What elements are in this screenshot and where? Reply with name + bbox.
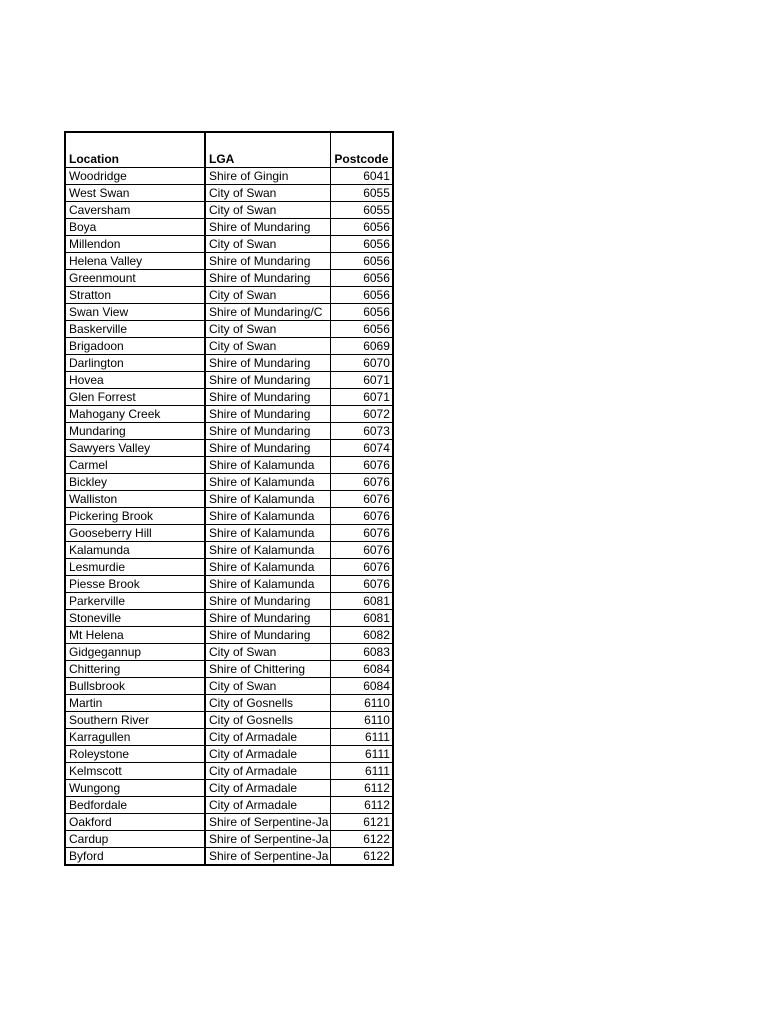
cell-location: Mahogany Creek xyxy=(65,405,205,422)
table-row xyxy=(65,609,393,626)
cell-location: Piesse Brook xyxy=(65,575,205,592)
cell-lga: Shire of Mundaring xyxy=(205,371,331,388)
cell-lga: Shire of Mundaring xyxy=(205,218,331,235)
cell-postcode: 6081 xyxy=(331,609,393,626)
cell-lga: City of Swan xyxy=(205,286,331,303)
cell-location: Boya xyxy=(65,218,205,235)
cell-location: Karragullen xyxy=(65,728,205,745)
header-postcode: Postcode xyxy=(331,132,393,167)
cell-location: Lesmurdie xyxy=(65,558,205,575)
cell-location: Oakford xyxy=(65,813,205,830)
cell-location: Greenmount xyxy=(65,269,205,286)
cell-location: Walliston xyxy=(65,490,205,507)
cell-postcode: 6112 xyxy=(331,779,393,796)
cell-postcode: 6070 xyxy=(331,354,393,371)
cell-location: Wungong xyxy=(65,779,205,796)
table-row xyxy=(65,507,393,524)
cell-postcode: 6110 xyxy=(331,694,393,711)
cell-location: Mt Helena xyxy=(65,626,205,643)
cell-location: Swan View xyxy=(65,303,205,320)
table-row xyxy=(65,286,393,303)
cell-lga: City of Swan xyxy=(205,337,331,354)
cell-lga: Shire of Serpentine-Ja xyxy=(205,813,331,830)
cell-location: Gidgegannup xyxy=(65,643,205,660)
cell-postcode: 6071 xyxy=(331,388,393,405)
cell-lga: Shire of Serpentine-Ja xyxy=(205,830,331,847)
cell-postcode: 6083 xyxy=(331,643,393,660)
cell-location: Bickley xyxy=(65,473,205,490)
cell-lga: Shire of Mundaring xyxy=(205,405,331,422)
table-row xyxy=(65,388,393,405)
cell-lga: Shire of Mundaring xyxy=(205,609,331,626)
cell-location: Millendon xyxy=(65,235,205,252)
spreadsheet-table-container xyxy=(64,131,394,866)
cell-lga: Shire of Mundaring xyxy=(205,626,331,643)
cell-lga: City of Armadale xyxy=(205,762,331,779)
cell-location: Pickering Brook xyxy=(65,507,205,524)
cell-postcode: 6071 xyxy=(331,371,393,388)
cell-lga: Shire of Kalamunda xyxy=(205,558,331,575)
cell-location: Cardup xyxy=(65,830,205,847)
header-lga: LGA xyxy=(205,132,331,167)
cell-postcode: 6076 xyxy=(331,456,393,473)
table-row xyxy=(65,473,393,490)
table-row xyxy=(65,626,393,643)
cell-lga: Shire of Mundaring xyxy=(205,439,331,456)
cell-lga: Shire of Mundaring xyxy=(205,422,331,439)
table-row xyxy=(65,524,393,541)
table-row xyxy=(65,184,393,201)
table-row xyxy=(65,830,393,847)
cell-location: Stratton xyxy=(65,286,205,303)
cell-location: Caversham xyxy=(65,201,205,218)
cell-postcode: 6056 xyxy=(331,303,393,320)
table-row xyxy=(65,269,393,286)
cell-lga: Shire of Mundaring xyxy=(205,354,331,371)
cell-location: Sawyers Valley xyxy=(65,439,205,456)
cell-postcode: 6076 xyxy=(331,541,393,558)
cell-postcode: 6076 xyxy=(331,507,393,524)
cell-lga: Shire of Mundaring xyxy=(205,252,331,269)
cell-lga: Shire of Mundaring xyxy=(205,388,331,405)
table-row xyxy=(65,694,393,711)
cell-postcode: 6056 xyxy=(331,252,393,269)
table-row xyxy=(65,354,393,371)
cell-postcode: 6081 xyxy=(331,592,393,609)
cell-lga: Shire of Serpentine-Ja xyxy=(205,847,331,865)
cell-lga: Shire of Kalamunda xyxy=(205,575,331,592)
cell-lga: Shire of Kalamunda xyxy=(205,490,331,507)
table-row xyxy=(65,490,393,507)
cell-lga: City of Armadale xyxy=(205,745,331,762)
cell-lga: Shire of Mundaring/C xyxy=(205,303,331,320)
cell-lga: City of Gosnells xyxy=(205,711,331,728)
cell-postcode: 6069 xyxy=(331,337,393,354)
cell-lga: City of Swan xyxy=(205,320,331,337)
cell-postcode: 6076 xyxy=(331,575,393,592)
cell-location: Chittering xyxy=(65,660,205,677)
cell-lga: Shire of Gingin xyxy=(205,167,331,184)
cell-location: Baskerville xyxy=(65,320,205,337)
cell-lga: Shire of Kalamunda xyxy=(205,507,331,524)
cell-postcode: 6076 xyxy=(331,490,393,507)
cell-postcode: 6056 xyxy=(331,218,393,235)
table-row xyxy=(65,303,393,320)
cell-location: Stoneville xyxy=(65,609,205,626)
table-row xyxy=(65,541,393,558)
cell-location: Helena Valley xyxy=(65,252,205,269)
cell-postcode: 6122 xyxy=(331,830,393,847)
header-row xyxy=(65,132,393,167)
cell-postcode: 6084 xyxy=(331,677,393,694)
table-row xyxy=(65,847,393,865)
table-row xyxy=(65,371,393,388)
cell-location: Bullsbrook xyxy=(65,677,205,694)
cell-lga: City of Swan xyxy=(205,184,331,201)
cell-postcode: 6056 xyxy=(331,235,393,252)
cell-location: Martin xyxy=(65,694,205,711)
table-row xyxy=(65,592,393,609)
cell-postcode: 6122 xyxy=(331,847,393,865)
location-table xyxy=(64,131,394,866)
cell-postcode: 6084 xyxy=(331,660,393,677)
cell-postcode: 6082 xyxy=(331,626,393,643)
cell-postcode: 6111 xyxy=(331,762,393,779)
table-row xyxy=(65,439,393,456)
cell-postcode: 6074 xyxy=(331,439,393,456)
table-row xyxy=(65,779,393,796)
cell-location: West Swan xyxy=(65,184,205,201)
cell-postcode: 6076 xyxy=(331,473,393,490)
table-row xyxy=(65,575,393,592)
cell-postcode: 6056 xyxy=(331,269,393,286)
table-row xyxy=(65,422,393,439)
cell-postcode: 6056 xyxy=(331,320,393,337)
table-row xyxy=(65,745,393,762)
cell-lga: City of Gosnells xyxy=(205,694,331,711)
cell-location: Bedfordale xyxy=(65,796,205,813)
table-row xyxy=(65,405,393,422)
cell-location: Kalamunda xyxy=(65,541,205,558)
cell-lga: Shire of Kalamunda xyxy=(205,473,331,490)
cell-location: Glen Forrest xyxy=(65,388,205,405)
table-row xyxy=(65,558,393,575)
cell-lga: Shire of Mundaring xyxy=(205,592,331,609)
cell-location: Darlington xyxy=(65,354,205,371)
cell-lga: Shire of Kalamunda xyxy=(205,541,331,558)
cell-lga: City of Swan xyxy=(205,201,331,218)
table-body xyxy=(65,132,393,865)
cell-location: Hovea xyxy=(65,371,205,388)
cell-postcode: 6056 xyxy=(331,286,393,303)
cell-location: Southern River xyxy=(65,711,205,728)
table-row xyxy=(65,813,393,830)
cell-lga: City of Armadale xyxy=(205,728,331,745)
cell-location: Mundaring xyxy=(65,422,205,439)
cell-location: Carmel xyxy=(65,456,205,473)
cell-location: Woodridge xyxy=(65,167,205,184)
cell-postcode: 6055 xyxy=(331,184,393,201)
table-row xyxy=(65,677,393,694)
cell-postcode: 6111 xyxy=(331,745,393,762)
cell-lga: Shire of Mundaring xyxy=(205,269,331,286)
cell-location: Gooseberry Hill xyxy=(65,524,205,541)
header-location: Location xyxy=(65,132,205,167)
cell-lga: City of Swan xyxy=(205,677,331,694)
table-row xyxy=(65,201,393,218)
cell-location: Kelmscott xyxy=(65,762,205,779)
table-row xyxy=(65,660,393,677)
table-row xyxy=(65,320,393,337)
cell-postcode: 6076 xyxy=(331,524,393,541)
table-row xyxy=(65,643,393,660)
cell-postcode: 6112 xyxy=(331,796,393,813)
cell-lga: Shire of Kalamunda xyxy=(205,524,331,541)
cell-postcode: 6041 xyxy=(331,167,393,184)
cell-postcode: 6072 xyxy=(331,405,393,422)
cell-location: Brigadoon xyxy=(65,337,205,354)
table-row xyxy=(65,762,393,779)
table-row xyxy=(65,235,393,252)
cell-postcode: 6055 xyxy=(331,201,393,218)
cell-lga: Shire of Kalamunda xyxy=(205,456,331,473)
table-row xyxy=(65,218,393,235)
table-row xyxy=(65,167,393,184)
table-row xyxy=(65,796,393,813)
cell-lga: City of Swan xyxy=(205,643,331,660)
cell-location: Parkerville xyxy=(65,592,205,609)
cell-lga: City of Armadale xyxy=(205,796,331,813)
cell-postcode: 6111 xyxy=(331,728,393,745)
cell-location: Byford xyxy=(65,847,205,865)
table-row xyxy=(65,456,393,473)
table-row xyxy=(65,711,393,728)
cell-postcode: 6110 xyxy=(331,711,393,728)
table-row xyxy=(65,728,393,745)
cell-postcode: 6073 xyxy=(331,422,393,439)
cell-lga: City of Swan xyxy=(205,235,331,252)
cell-postcode: 6076 xyxy=(331,558,393,575)
cell-lga: Shire of Chittering xyxy=(205,660,331,677)
cell-location: Roleystone xyxy=(65,745,205,762)
cell-postcode: 6121 xyxy=(331,813,393,830)
table-row xyxy=(65,252,393,269)
table-row xyxy=(65,337,393,354)
cell-lga: City of Armadale xyxy=(205,779,331,796)
